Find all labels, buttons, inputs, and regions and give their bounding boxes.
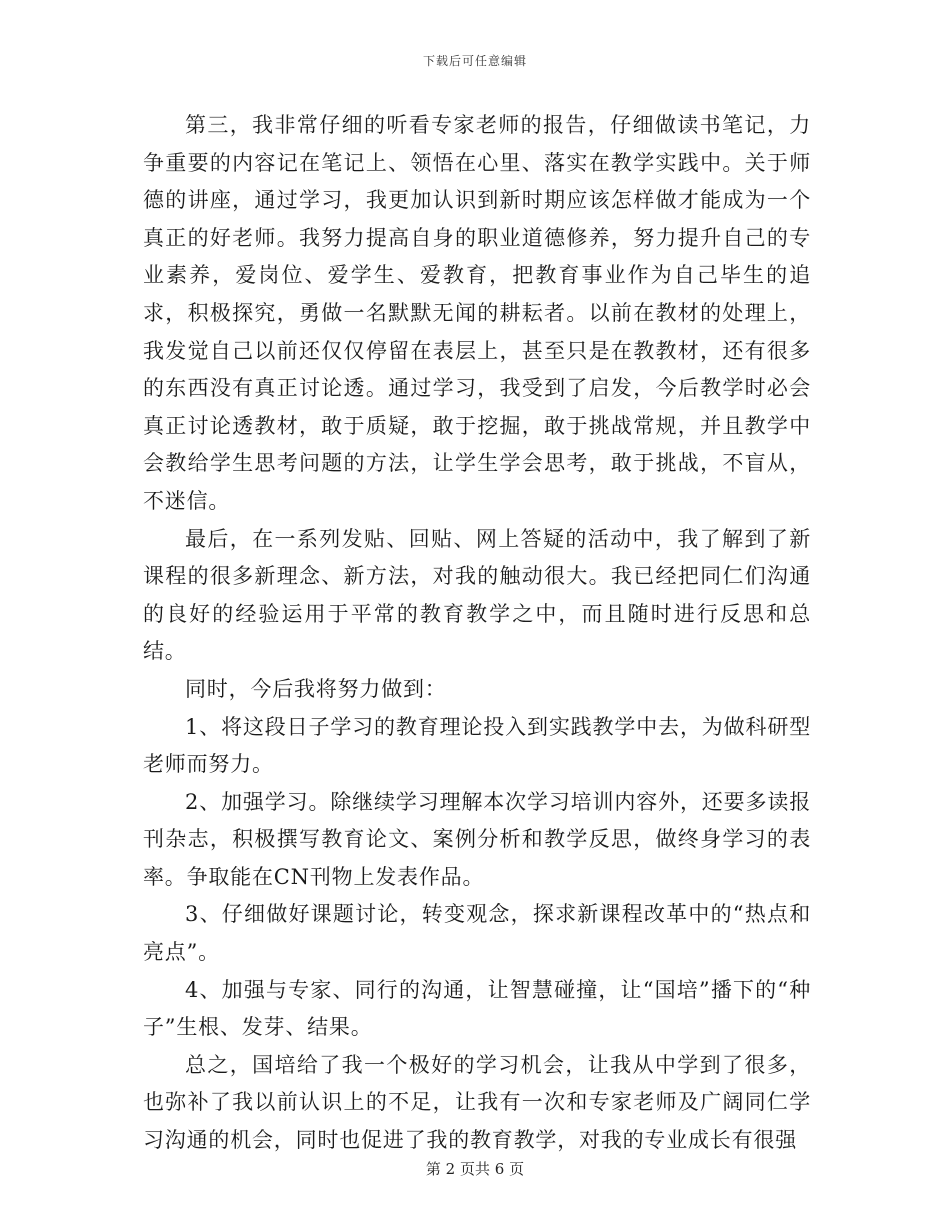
- paragraph-third-point: 第三，我非常仔细的听看专家老师的报告，仔细做读书笔记，力争重要的内容记在笔记上、领悟在心里、落实在教学实践中。关于师德的讲座，通过学习，我更加认识到新时期应该怎样做才能成为一个真正的好老师。我努力提高自身的职业道德修养，努力提升自己的专业素养，爱岗位、爱学生、爱教育，把教育事业作为自己毕生的追求，积极探究，勇做一名默默无闻的耕耘者。以前在教材的处理上，我发觉自己以前还仅仅停留在表层上，甚至只是在教教材，还有很多的东西没有真正讨论透。通过学习，我受到了启发，今后教学时必会真正讨论透教材，敢于质疑，敢于挖掘，敢于挑战常规，并且教学中会教给学生思考问题的方法，让学生学会思考，敢于挑战，不盲从，不迷信。: [143, 113, 811, 513]
- paragraph-finally: 最后，在一系列发贴、回贴、网上答疑的活动中，我了解到了新课程的很多新理念、新方法，对我的触动很大。我已经把同仁们沟通的良好的经验运用于平常的教育教学之中，而且随时进行反思和总结。: [143, 526, 811, 664]
- paragraph-conclusion: 总之，国培给了我一个极好的学习机会，让我从中学到了很多，也弥补了我以前认识上的不足，让我有一次和专家老师及广阔同仁学习沟通的机会，同时也促进了我的教育教学，对我的专业成长有很强: [143, 1052, 811, 1153]
- list-item-2: 2、加强学习。除继续学习理解本次学习培训内容外，还要多读报刊杂志，积极撰写教育论文、案例分析和教学反思，做终身学习的表率。争取能在CN刊物上发表作品。: [143, 789, 811, 889]
- paragraph-future-intro: 同时，今后我将努力做到：: [185, 676, 447, 701]
- list-item-3: 3、仔细做好课题讨论，转变观念，探求新课程改革中的“热点和亮点”。: [143, 902, 811, 965]
- document-body: [143, 107, 811, 1160]
- page-number-footer: 第 2 页共 6 页: [425, 1160, 525, 1178]
- list-item-1: 1、将这段日子学习的教育理论投入到实践教学中去，为做科研型老师而努力。: [143, 714, 811, 777]
- page-header: 下载后可任意编辑: [422, 54, 527, 68]
- list-item-4: 4、加强与专家、同行的沟通，让智慧碰撞，让“国培”播下的“种子”生根、发芽、结果。: [143, 977, 811, 1040]
